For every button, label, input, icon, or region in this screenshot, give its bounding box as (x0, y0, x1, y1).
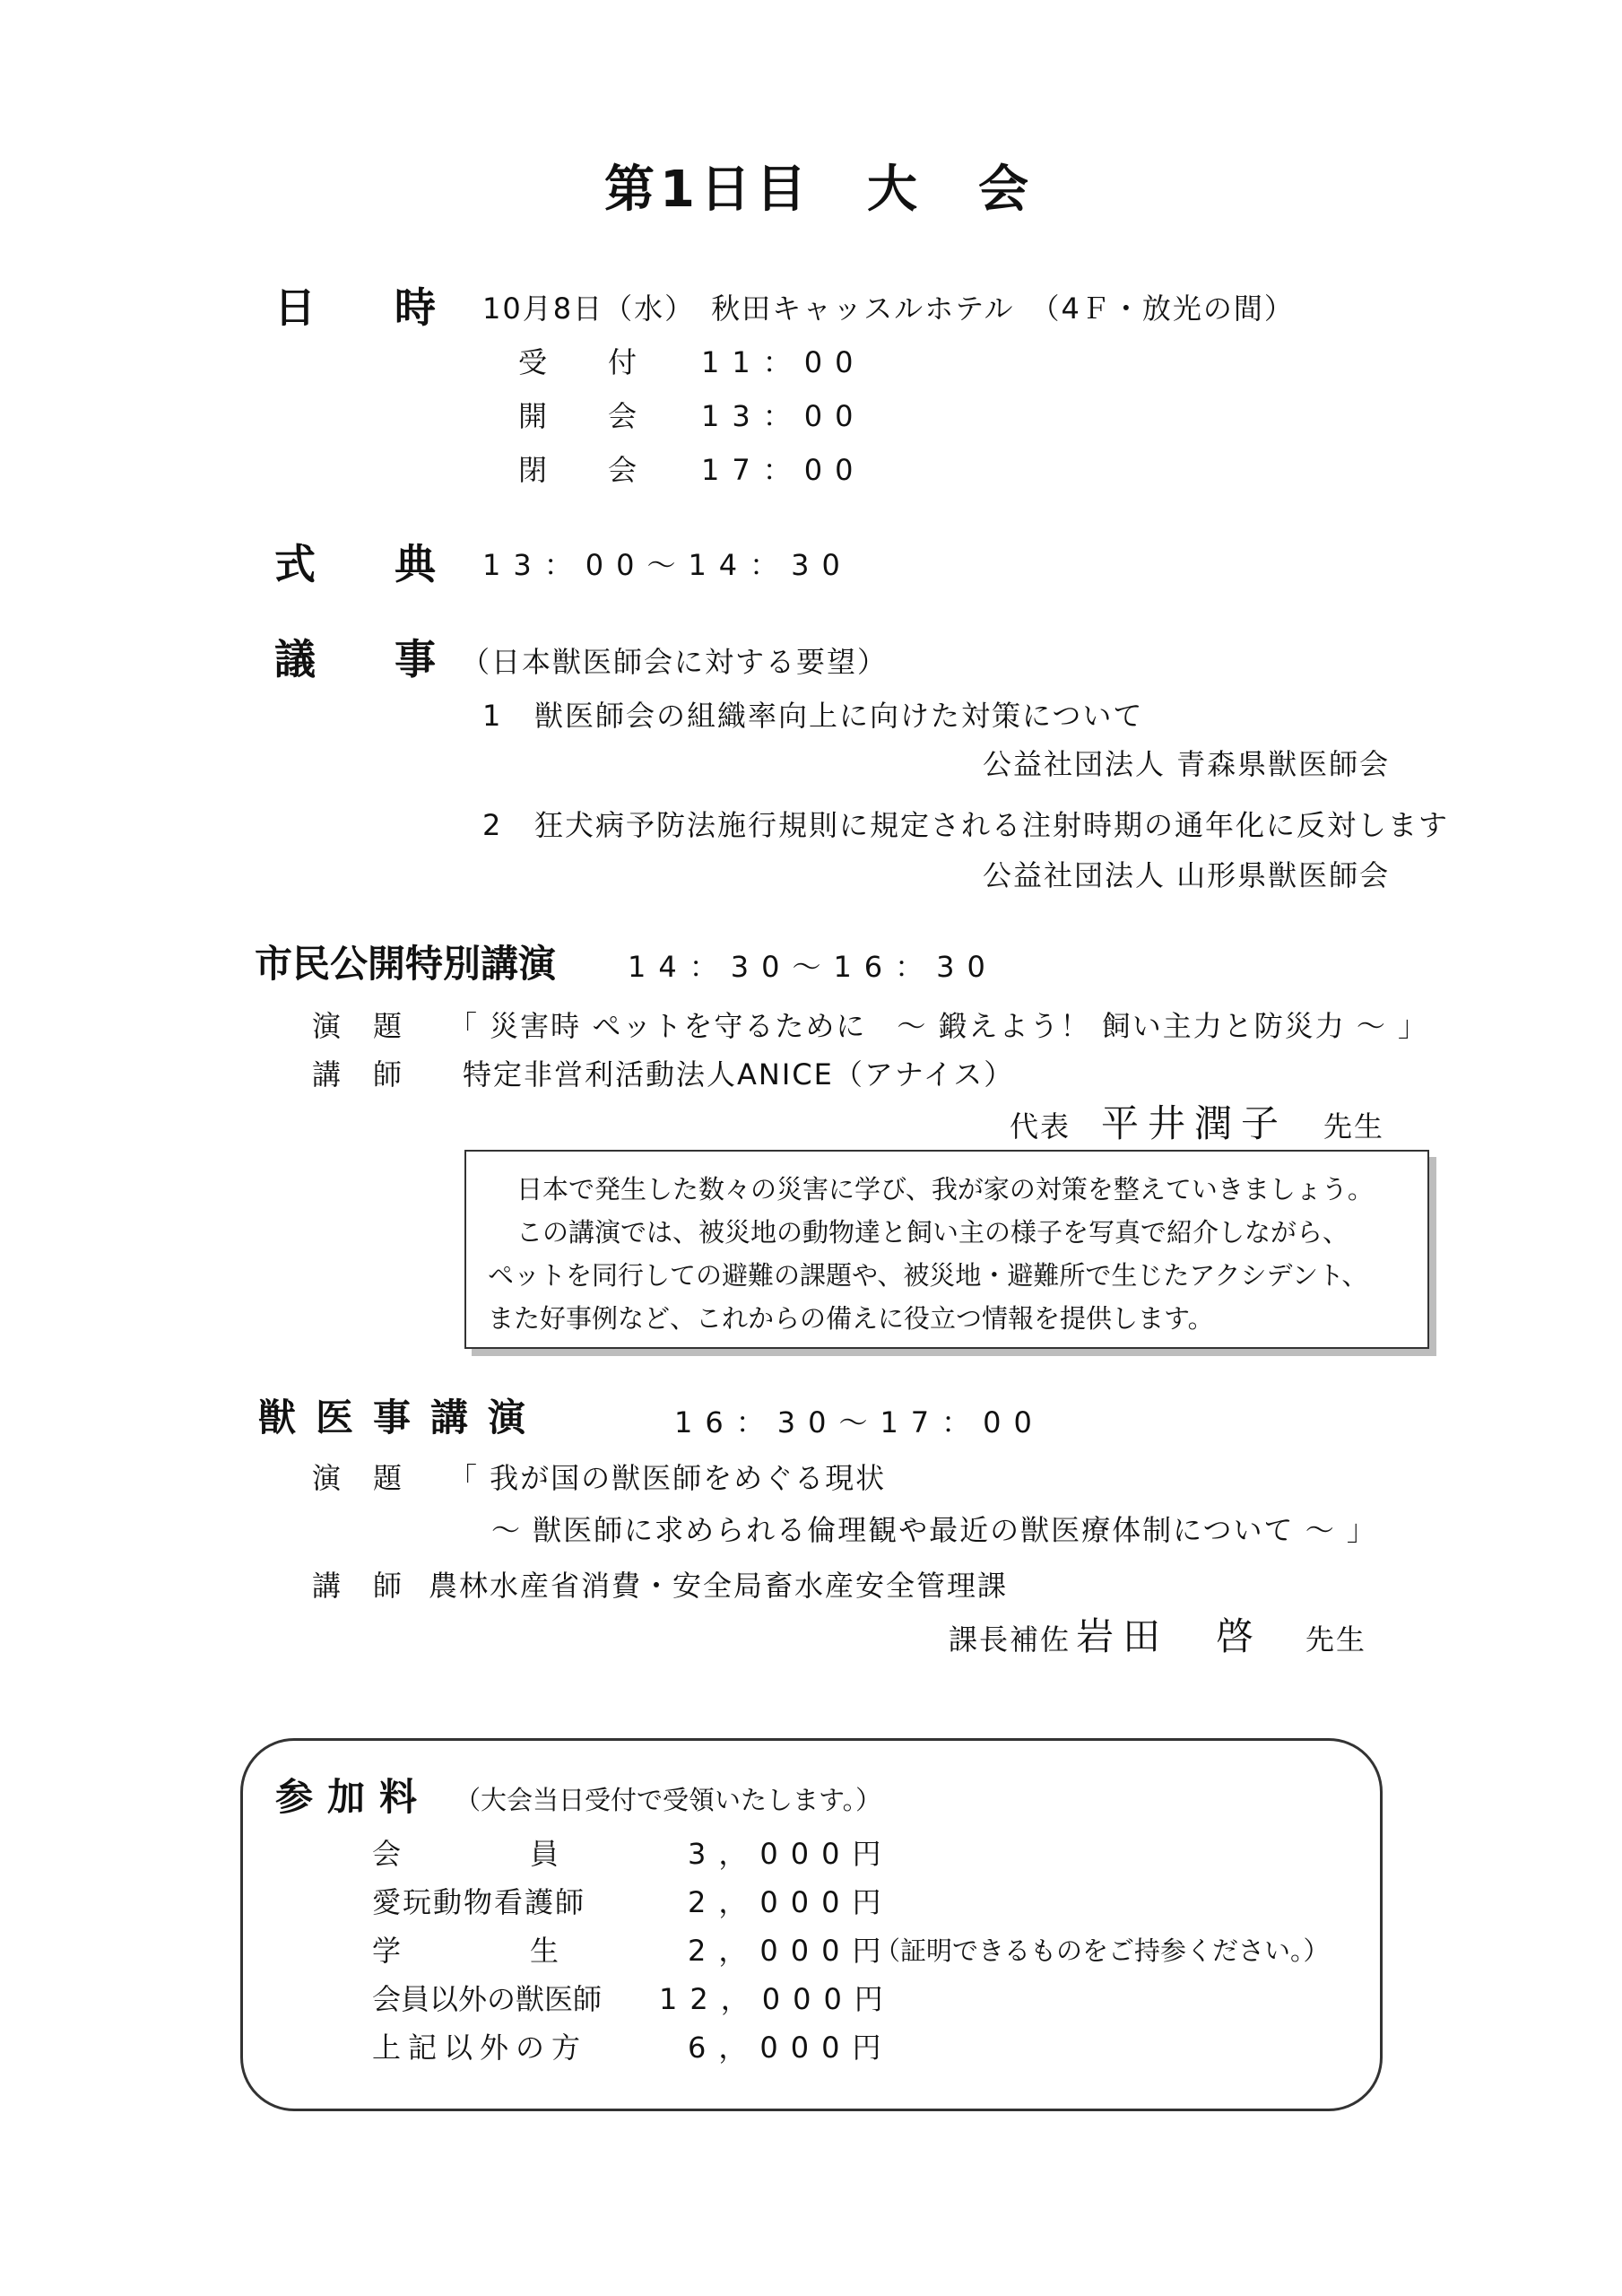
fee-item-note: （証明できるものをご持参ください。） (874, 1935, 1330, 1966)
public-lecture-topic: 「 災害時 ペットを守るために 〜 鍛えよう！ 飼い主力と防災力 〜 」 (448, 1009, 1429, 1043)
ceremony-label-right: 典 (395, 540, 436, 588)
vet-lecture-lecturer-label: 講 師 (312, 1569, 404, 1603)
fee-box (240, 1738, 1383, 2111)
fee-amount: 12，000円 (659, 1982, 896, 2016)
public-lecture-time: 14：30〜16：30 (628, 950, 998, 984)
schedule-row-time: 13：00 (701, 399, 866, 433)
description-line: 日本で発生した数々の災害に学び、我が家の対策を整えていきましょう。 (516, 1174, 1374, 1205)
agenda-item-text: 狂犬病予防法施行規則に規定される注射時期の通年化に反対します (534, 808, 1450, 842)
public-lecture-topic-label: 演 題 (312, 1009, 404, 1043)
agenda-item-no: 1 (482, 699, 503, 733)
vet-lecture-time: 16：30〜17：00 (674, 1405, 1045, 1439)
schedule-row-label: 閉 (518, 453, 550, 487)
vet-lecture-org: 農林水産省消費・安全局畜水産安全管理課 (429, 1569, 1009, 1603)
schedule-row-label: 付 (608, 345, 639, 379)
agenda-item-text: 獣医師会の組織率向上に向けた対策について (534, 699, 1144, 733)
schedule-row-label: 会 (608, 399, 639, 433)
schedule-row-time: 11：00 (701, 345, 866, 379)
fee-label: 上記以外の方 (372, 2031, 588, 2065)
agenda-item-no: 2 (482, 808, 503, 842)
ceremony-label-left: 式 (274, 540, 316, 588)
vet-lecture-name: 岩田 啓 (1076, 1614, 1263, 1658)
fee-amount: 3，000円 (688, 1837, 894, 1871)
description-line: ペットを同行しての避難の課題や、被災地・避難所で生じたアクシデント、 (488, 1260, 1368, 1291)
vet-lecture-heading: 獣医事講演 (258, 1396, 546, 1439)
agenda-subtitle: （日本獣医師会に対する要望） (461, 645, 889, 679)
fee-label: 学 生 (372, 1934, 570, 1968)
public-lecture-org: 特定非営利活動法人ANICE（アナイス） (463, 1057, 1015, 1091)
vet-lecture-topic-line1: 「 我が国の獣医師をめぐる現状 (448, 1461, 887, 1495)
schedule-label-left: 日 (274, 283, 316, 332)
description-line: この講演では、被災地の動物達と飼い主の様子を写真で紹介しながら、 (516, 1217, 1349, 1248)
vet-lecture-role: 課長補佐 (949, 1622, 1071, 1657)
page-title: 第1日目 大 会 (604, 161, 1034, 219)
public-lecture-lecturer-label: 講 師 (312, 1057, 404, 1091)
public-lecture-role: 代表 (1010, 1109, 1071, 1144)
schedule-row-label: 受 (518, 345, 550, 379)
agenda-item-org: 公益社団法人 山形県獣医師会 (983, 858, 1391, 892)
schedule-label-right: 時 (395, 283, 436, 332)
fee-label: 愛玩動物看護師 (372, 1885, 586, 1919)
schedule-row-time: 17：00 (701, 453, 866, 487)
public-lecture-honorific: 先生 (1323, 1109, 1385, 1144)
fee-note: （大会当日受付で受領いたします。） (455, 1785, 882, 1815)
fee-amount: 6，000円 (688, 2031, 894, 2065)
fee-amount: 2，000円 (688, 1885, 894, 1919)
vet-lecture-honorific: 先生 (1305, 1622, 1367, 1657)
agenda-label-right: 事 (395, 635, 436, 683)
fee-label: 会 員 (372, 1837, 570, 1871)
vet-lecture-topic-label: 演 題 (312, 1461, 404, 1495)
fee-heading: 参加料 (275, 1775, 432, 1819)
schedule-date-venue: 10月8日（水） 秋田キャッスルホテル （4Ｆ・放光の間） (482, 291, 1295, 326)
public-lecture-name: 平井潤子 (1101, 1101, 1288, 1145)
fee-amount: 2，000円 (688, 1934, 894, 1968)
ceremony-time: 13：00〜14：30 (482, 548, 853, 582)
fee-label: 会員以外の獣医師 (372, 1982, 603, 2016)
public-lecture-heading: 市民公開特別講演 (255, 942, 557, 986)
lecture-description-box (464, 1150, 1429, 1349)
schedule-row-label: 開 (518, 399, 550, 433)
description-line: また好事例など、これからの備えに役立つ情報を提供します。 (488, 1303, 1214, 1334)
schedule-row-label: 会 (608, 453, 639, 487)
agenda-item-org: 公益社団法人 青森県獣医師会 (983, 747, 1391, 781)
vet-lecture-topic-line2: 〜 獣医師に求められる倫理観や最近の獣医療体制について 〜 」 (491, 1513, 1377, 1547)
agenda-label-left: 議 (274, 635, 316, 683)
